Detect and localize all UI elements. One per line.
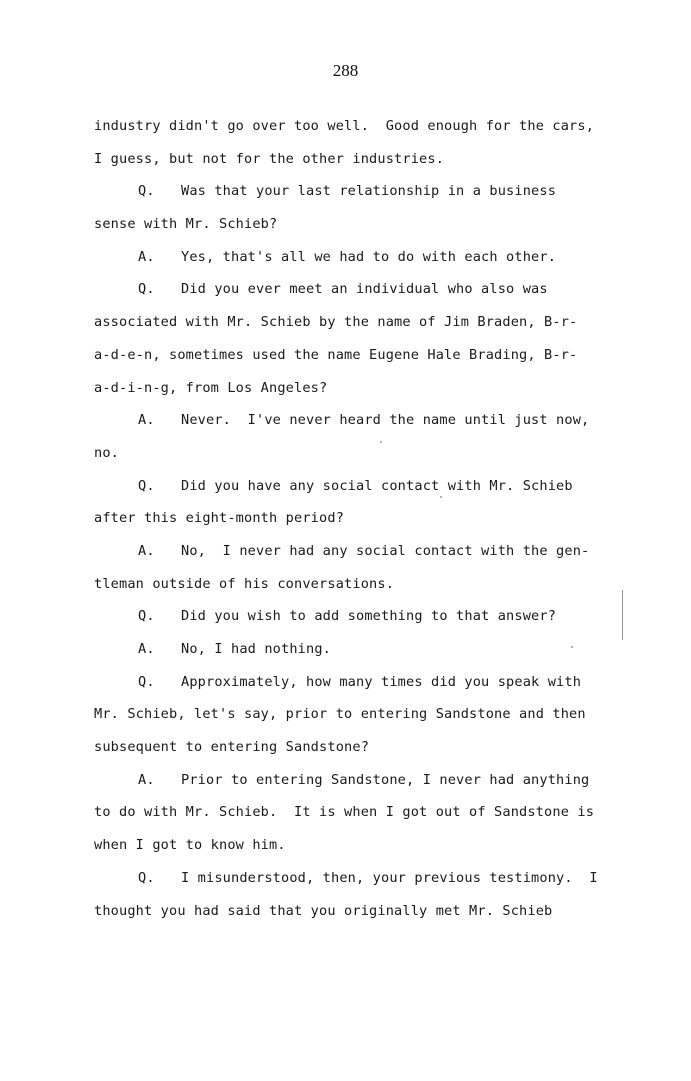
text-line <box>94 309 614 342</box>
answer-line <box>94 244 614 277</box>
line-text: a-d-i-n-g, from Los Angeles? <box>94 379 328 396</box>
line-text: thought you had said that you originally met Mr. Schieb <box>94 902 553 919</box>
speaker-label: A. <box>138 542 155 559</box>
speaker-label: Q. <box>138 183 155 200</box>
speaker-label: Q. <box>138 869 155 886</box>
text-line <box>94 571 614 604</box>
text-line <box>94 113 614 146</box>
scan-speck <box>380 441 382 443</box>
text-line <box>94 799 614 832</box>
question-line <box>94 178 614 211</box>
line-text: No, I had nothing. <box>181 641 332 657</box>
speaker-label: A. <box>138 641 155 657</box>
speaker-label: A. <box>138 248 155 265</box>
line-text: Did you have any social contact with Mr. Schieb <box>181 477 573 494</box>
text-line <box>94 375 614 408</box>
speaker-label: Q. <box>138 673 155 690</box>
line-text: to do with Mr. Schieb. It is when I got out of Sandstone is <box>94 804 595 821</box>
text-line <box>94 734 614 767</box>
question-line <box>94 473 614 506</box>
text-line <box>94 146 614 179</box>
text-line <box>94 701 614 734</box>
line-text: No, I never had any social contact with the gen- <box>181 542 590 559</box>
speaker-label: Q. <box>138 281 155 298</box>
speaker-label: A. <box>138 771 155 788</box>
text-line <box>94 342 614 375</box>
line-text: Did you wish to add something to that answer? <box>181 608 557 625</box>
line-text: Did you ever meet an individual who also was <box>181 281 548 298</box>
text-line <box>94 505 614 538</box>
transcript-body <box>94 113 614 930</box>
speaker-label: Q. <box>138 477 155 494</box>
line-text: Never. I've never heard the name until just now, <box>181 412 590 429</box>
text-line <box>94 211 614 244</box>
scan-speck <box>571 646 573 648</box>
speaker-label: A. <box>138 412 155 429</box>
answer-line <box>94 407 614 440</box>
line-text: sense with Mr. Schieb? <box>94 216 278 233</box>
line-text: after this eight-month period? <box>94 510 345 527</box>
question-line <box>94 276 614 309</box>
text-line <box>94 832 614 865</box>
line-text: Approximately, how many times did you speak with <box>181 673 582 690</box>
line-text: Was that your last relationship in a business <box>181 183 557 200</box>
question-line <box>94 865 614 898</box>
answer-line <box>94 636 614 669</box>
line-text: I guess, but not for the other industries. <box>94 150 445 167</box>
line-text: subsequent to entering Sandstone? <box>94 739 370 756</box>
margin-scan-mark <box>622 590 623 640</box>
question-line <box>94 669 614 702</box>
line-text: tleman outside of his conversations. <box>94 575 395 592</box>
line-text: no. <box>94 444 120 461</box>
line-text: industry didn't go over too well. Good enough for the cars, <box>94 118 595 134</box>
scan-speck <box>440 496 442 498</box>
answer-line <box>94 538 614 571</box>
text-line <box>94 440 614 473</box>
line-text: a-d-e-n, sometimes used the name Eugene Hale Brading, B-r- <box>94 346 578 363</box>
line-text: Yes, that's all we had to do with each other. <box>181 248 557 265</box>
page-number: 288 <box>332 61 359 80</box>
line-text: I misunderstood, then, your previous testimony. I <box>181 869 598 886</box>
speaker-label: Q. <box>138 608 155 625</box>
question-line <box>94 603 614 636</box>
line-text: when I got to know him. <box>94 837 286 854</box>
line-text: Mr. Schieb, let's say, prior to entering Sandstone and then <box>94 706 586 723</box>
line-text: Prior to entering Sandstone, I never had anything <box>181 771 590 788</box>
line-text: associated with Mr. Schieb by the name of Jim Braden, B-r- <box>94 314 578 331</box>
text-line <box>94 898 614 931</box>
answer-line <box>94 767 614 800</box>
